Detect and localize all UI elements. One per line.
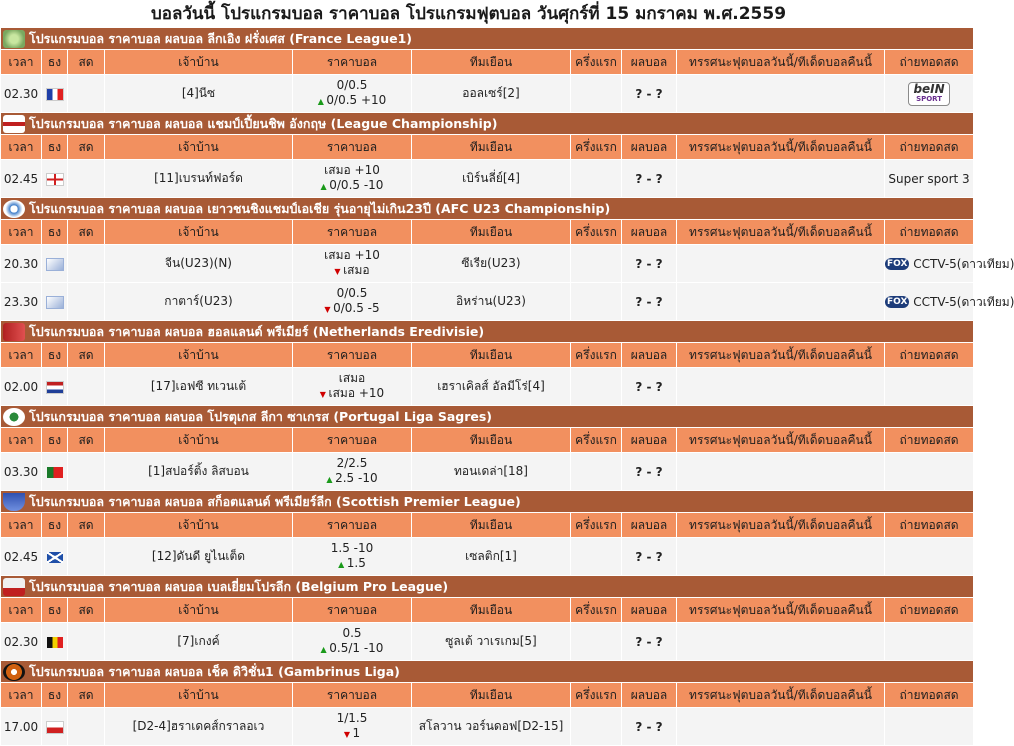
league-title[interactable]: โปรแกรมบอล ราคาบอล ผลบอล โปรตุเกส ลีกา ซาเกรส (Portugal Liga Sagres) [29,408,493,424]
arrow-down-icon: ▼ [324,305,334,314]
column-header-away: ทีมเยือน [412,513,570,537]
away-team[interactable]: เซลติก[1] [412,538,570,575]
column-header-row [1,135,973,159]
odds-line: 0/0.5 [336,78,368,92]
tips-cell[interactable] [677,453,884,490]
schedule-table [0,27,1014,746]
odds-cell [293,75,411,112]
column-header-broadcast: ถ่ายทอดสด [885,220,973,244]
home-team[interactable]: [1]สปอร์ติ้ง ลิสบอน [105,453,292,490]
result-score: ? - ? [622,283,676,320]
home-team[interactable]: [17]เอฟซี ทเวนเต้ [105,368,292,405]
odds-change: ▲ 2.5 -10 [326,471,378,485]
fox-sports-logo: FOX [887,259,908,269]
match-time: 23.30 [1,283,41,320]
result-score: ? - ? [622,75,676,112]
france-league-logo [3,30,25,48]
column-header-half: ครึ่งแรก [571,513,621,537]
match-row [1,283,973,320]
belgium-flag [47,637,63,648]
league-title[interactable]: โปรแกรมบอล ราคาบอล ผลบอล ฮอลแลนด์ พรีเมียร์ (Netherlands Eredivisie) [29,323,485,339]
column-header-flag: ธง [42,220,67,244]
liga-sagres-logo [3,408,25,426]
odds-cell [293,160,411,197]
column-header-row [1,343,973,367]
odds-line: 1.5 -10 [330,541,374,555]
france-flag [46,88,64,101]
fifa-flag [46,258,64,271]
odds-change: ▲ 1.5 [338,556,366,570]
league-header [1,198,973,219]
tips-cell[interactable] [677,245,884,282]
odds-change: ▼ เสมอ +10 [319,386,385,400]
column-header-live: สด [68,513,104,537]
broadcast-cell[interactable] [885,368,973,405]
column-header-away: ทีมเยือน [412,50,570,74]
column-header-home: เจ้าบ้าน [105,598,292,622]
home-team[interactable]: จีน(U23)(N) [105,245,292,282]
column-header-odds: ราคาบอล [293,598,411,622]
tips-cell[interactable] [677,75,884,112]
column-header-away: ทีมเยือน [412,220,570,244]
column-header-half: ครึ่งแรก [571,220,621,244]
column-header-live: สด [68,343,104,367]
result-score: ? - ? [622,453,676,490]
column-header-live: สด [68,683,104,707]
column-header-flag: ธง [42,683,67,707]
match-row [1,623,973,660]
column-header-broadcast: ถ่ายทอดสด [885,428,973,452]
column-header-live: สด [68,220,104,244]
arrow-down-icon: ▼ [343,730,353,739]
column-header-odds: ราคาบอล [293,683,411,707]
column-header-flag: ธง [42,135,67,159]
result-score: ? - ? [622,160,676,197]
column-header-row [1,513,973,537]
column-header-home: เจ้าบ้าน [105,513,292,537]
portugal-flag [47,467,63,478]
column-header-time: เวลา [1,50,41,74]
odds-change: ▲ 0.5/1 -10 [320,641,384,655]
column-header-half: ครึ่งแรก [571,343,621,367]
column-header-time: เวลา [1,343,41,367]
match-time: 02.45 [1,160,41,197]
match-time: 17.00 [1,708,41,745]
column-header-result: ผลบอล [622,343,676,367]
column-header-odds: ราคาบอล [293,50,411,74]
fifa-flag [46,296,64,309]
match-time: 02.00 [1,368,41,405]
column-header-broadcast: ถ่ายทอดสด [885,50,973,74]
result-score: ? - ? [622,623,676,660]
odds-cell [293,623,411,660]
arrow-up-icon: ▲ [320,182,330,191]
league-header [1,576,973,597]
column-header-odds: ราคาบอล [293,513,411,537]
league-title[interactable]: โปรแกรมบอล ราคาบอล ผลบอล สก็อตแลนด์ พรีเมียร์ลีก (Scottish Premier League) [29,493,521,509]
broadcast-cell[interactable] [885,538,973,575]
match-row [1,538,973,575]
half-time-cell [571,623,621,660]
home-team[interactable]: กาตาร์(U23) [105,283,292,320]
odds-cell [293,708,411,745]
column-header-home: เจ้าบ้าน [105,220,292,244]
result-score: ? - ? [622,538,676,575]
half-time-cell [571,538,621,575]
column-header-flag: ธง [42,428,67,452]
half-time-cell [571,245,621,282]
column-header-result: ผลบอล [622,513,676,537]
column-header-half: ครึ่งแรก [571,598,621,622]
column-header-home: เจ้าบ้าน [105,683,292,707]
column-header-row [1,598,973,622]
broadcast-cell[interactable] [885,75,973,112]
half-time-cell [571,708,621,745]
column-header-away: ทีมเยือน [412,598,570,622]
column-header-home: เจ้าบ้าน [105,428,292,452]
column-header-time: เวลา [1,513,41,537]
column-header-odds: ราคาบอล [293,428,411,452]
column-header-tips: ทรรศนะฟุตบอลวันนี้/ทีเด็ดบอลคืนนี้ [677,598,884,622]
column-header-home: เจ้าบ้าน [105,50,292,74]
live-cell [68,245,104,282]
afc-u23-logo [3,200,25,218]
broadcast-cell[interactable]: FOX CCTV-5(ดาวเทียม) [885,283,973,320]
arrow-up-icon: ▲ [317,97,327,106]
czech-flag [46,721,64,734]
result-score: ? - ? [622,708,676,745]
half-time-cell [571,368,621,405]
away-team[interactable]: ออลเซร์[2] [412,75,570,112]
column-header-broadcast: ถ่ายทอดสด [885,135,973,159]
half-time-cell [571,160,621,197]
home-team[interactable]: [7]เกงค์ [105,623,292,660]
away-team[interactable]: ซูลเต้ วาเรเกม[5] [412,623,570,660]
column-header-half: ครึ่งแรก [571,135,621,159]
gambrinus-logo [3,663,25,681]
match-row [1,708,973,745]
odds-cell [293,283,411,320]
league-header [1,113,973,134]
tips-cell[interactable] [677,368,884,405]
league-header [1,321,973,342]
live-cell [68,708,104,745]
odds-line: 0/0.5 [336,286,368,300]
live-cell [68,623,104,660]
half-time-cell [571,283,621,320]
column-header-live: สด [68,50,104,74]
match-time: 02.30 [1,623,41,660]
league-title[interactable]: โปรแกรมบอล ราคาบอล ผลบอล เช็ค ดิวิชั่น1 (Gambrinus Liga) [29,663,400,679]
league-title[interactable]: โปรแกรมบอล ราคาบอล ผลบอล ลีกเอิง ฝรั่งเศส (France League1) [29,30,412,46]
match-row [1,453,973,490]
column-header-row [1,220,973,244]
odds-cell [293,245,411,282]
match-time: 20.30 [1,245,41,282]
column-header-live: สด [68,135,104,159]
column-header-time: เวลา [1,220,41,244]
column-header-result: ผลบอล [622,50,676,74]
away-team[interactable]: อิหร่าน(U23) [412,283,570,320]
live-cell [68,538,104,575]
match-time: 02.30 [1,75,41,112]
column-header-live: สด [68,428,104,452]
column-header-tips: ทรรศนะฟุตบอลวันนี้/ทีเด็ดบอลคืนนี้ [677,135,884,159]
column-header-odds: ราคาบอล [293,220,411,244]
result-score: ? - ? [622,245,676,282]
odds-change: ▼ 1 [343,726,361,740]
column-header-away: ทีมเยือน [412,135,570,159]
column-header-odds: ราคาบอล [293,343,411,367]
column-header-tips: ทรรศนะฟุตบอลวันนี้/ทีเด็ดบอลคืนนี้ [677,220,884,244]
column-header-away: ทีมเยือน [412,343,570,367]
away-team[interactable]: เฮราเคิลส์ อัลมีโร่[4] [412,368,570,405]
home-team[interactable]: [4]นีซ [105,75,292,112]
league-header [1,491,973,512]
eredivisie-logo [3,323,25,341]
odds-line: เสมอ +10 [324,163,380,177]
live-cell [68,283,104,320]
column-header-row [1,50,973,74]
column-header-tips: ทรรศนะฟุตบอลวันนี้/ทีเด็ดบอลคืนนี้ [677,343,884,367]
odds-line: 2/2.5 [336,456,368,470]
broadcast-cell[interactable] [885,708,973,745]
page-title: บอลวันนี้ โปรแกรมบอล ราคาบอล โปรแกรมฟุตบอล วันศุกร์ที่ 15 มกราคม พ.ศ.2559 [150,4,787,24]
column-header-home: เจ้าบ้าน [105,135,292,159]
column-header-broadcast: ถ่ายทอดสด [885,343,973,367]
column-header-result: ผลบอล [622,135,676,159]
column-header-time: เวลา [1,135,41,159]
odds-line: เสมอ +10 [324,248,380,262]
half-time-cell [571,75,621,112]
away-team[interactable]: เบิร์นลี่ย์[4] [412,160,570,197]
home-team[interactable]: [12]ดันดี ยูไนเต็ด [105,538,292,575]
column-header-tips: ทรรศนะฟุตบอลวันนี้/ทีเด็ดบอลคืนนี้ [677,683,884,707]
home-team[interactable]: [D2-4]ฮราเดคส์กราลอเว [105,708,292,745]
league-title[interactable]: โปรแกรมบอล ราคาบอล ผลบอล แชมป์เปี้ยนชิพ อังกฤษ (League Championship) [29,115,498,131]
arrow-down-icon: ▼ [319,390,329,399]
column-header-row [1,428,973,452]
column-header-flag: ธง [42,343,67,367]
column-header-flag: ธง [42,50,67,74]
column-header-tips: ทรรศนะฟุตบอลวันนี้/ทีเด็ดบอลคืนนี้ [677,428,884,452]
column-header-flag: ธง [42,513,67,537]
odds-change: ▼ เสมอ [334,263,370,277]
away-team[interactable]: ซีเรีย(U23) [412,245,570,282]
column-header-result: ผลบอล [622,428,676,452]
live-cell [68,368,104,405]
column-header-time: เวลา [1,683,41,707]
match-row [1,245,973,282]
column-header-time: เวลา [1,428,41,452]
league-header [1,661,973,682]
fox-sports-logo: FOX [887,297,908,307]
column-header-flag: ธง [42,598,67,622]
column-header-broadcast: ถ่ายทอดสด [885,598,973,622]
arrow-up-icon: ▲ [338,560,347,569]
bein-sport-logo[interactable]: beIN SPORT [908,82,950,106]
tips-cell[interactable] [677,283,884,320]
match-time: 03.30 [1,453,41,490]
odds-line: เสมอ [338,371,366,385]
odds-cell [293,368,411,405]
broadcast-channel: Super sport 3 [888,171,970,186]
column-header-result: ผลบอล [622,220,676,244]
tips-cell[interactable] [677,623,884,660]
england-flag [46,173,64,186]
odds-cell [293,453,411,490]
tips-cell[interactable] [677,160,884,197]
half-time-cell [571,453,621,490]
jupiler-logo [3,578,25,596]
column-header-tips: ทรรศนะฟุตบอลวันนี้/ทีเด็ดบอลคืนนี้ [677,513,884,537]
arrow-up-icon: ▲ [320,645,330,654]
column-header-tips: ทรรศนะฟุตบอลวันนี้/ทีเด็ดบอลคืนนี้ [677,50,884,74]
home-team[interactable]: [11]เบรนท์ฟอร์ด [105,160,292,197]
column-header-away: ทีมเยือน [412,683,570,707]
column-header-time: เวลา [1,598,41,622]
odds-line: 1/1.5 [336,711,368,725]
column-header-broadcast: ถ่ายทอดสด [885,683,973,707]
odds-cell [293,538,411,575]
live-cell [68,160,104,197]
column-header-away: ทีมเยือน [412,428,570,452]
spl-logo [3,493,25,511]
odds-change: ▲ 0/0.5 +10 [317,93,387,107]
live-cell [68,453,104,490]
match-row [1,75,973,112]
column-header-result: ผลบอล [622,598,676,622]
tips-cell[interactable] [677,538,884,575]
match-time: 02.45 [1,538,41,575]
column-header-home: เจ้าบ้าน [105,343,292,367]
broadcast-cell[interactable] [885,160,973,197]
column-header-result: ผลบอล [622,683,676,707]
league-title[interactable]: โปรแกรมบอล ราคาบอล ผลบอล เยาวชนชิงแชมป์เอเชีย รุ่นอายุไม่เกิน23ปี (AFC U23 Championship) [29,200,611,216]
arrow-up-icon: ▲ [326,475,336,484]
league-header [1,406,973,427]
column-header-odds: ราคาบอล [293,135,411,159]
away-team[interactable]: สโลวาน วอร์นดอฟ[D2-15] [412,708,570,745]
odds-line: 0.5 [342,626,362,640]
league-title[interactable]: โปรแกรมบอล ราคาบอล ผลบอล เบลเยี่ยมโปรลีก (Belgium Pro League) [29,578,449,594]
column-header-half: ครึ่งแรก [571,50,621,74]
scotland-flag [47,552,63,563]
netherlands-flag [46,381,64,394]
match-row [1,368,973,405]
broadcast-cell[interactable]: FOX CCTV-5(ดาวเทียม) [885,245,973,282]
live-cell [68,75,104,112]
column-header-half: ครึ่งแรก [571,428,621,452]
odds-change: ▲ 0/0.5 -10 [320,178,384,192]
arrow-down-icon: ▼ [334,267,344,276]
column-header-row [1,683,973,707]
column-header-broadcast: ถ่ายทอดสด [885,513,973,537]
broadcast-cell[interactable] [885,623,973,660]
broadcast-cell[interactable] [885,453,973,490]
column-header-half: ครึ่งแรก [571,683,621,707]
result-score: ? - ? [622,368,676,405]
league-header [1,28,973,49]
match-row [1,160,973,197]
tips-cell[interactable] [677,708,884,745]
championship-logo [3,115,25,133]
away-team[interactable]: ทอนเดล่า[18] [412,453,570,490]
odds-change: ▼ 0/0.5 -5 [324,301,380,315]
column-header-live: สด [68,598,104,622]
